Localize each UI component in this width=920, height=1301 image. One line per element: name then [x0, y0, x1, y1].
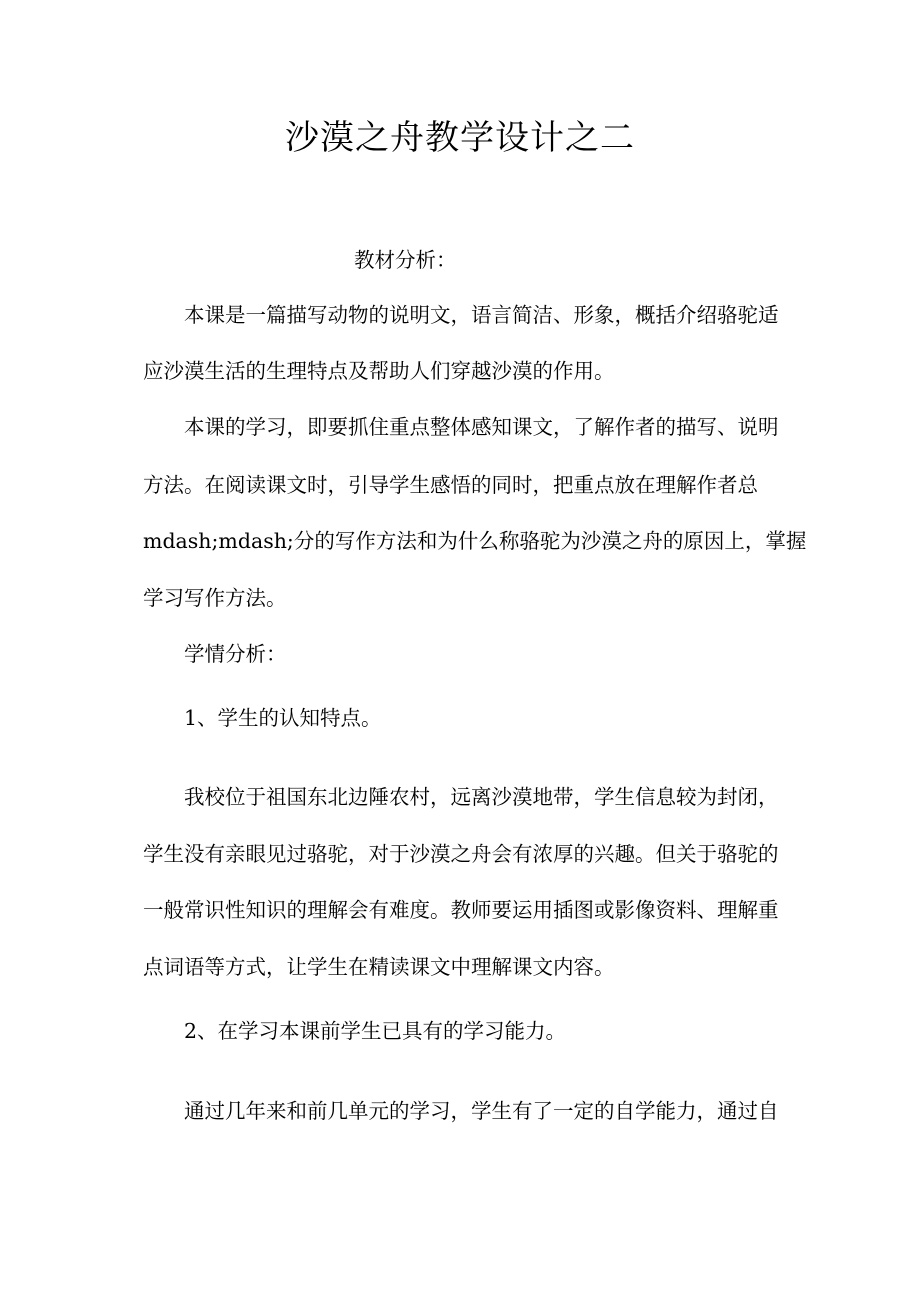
- paragraph-line: 我校位于祖国东北边陲农村，远离沙漠地带，学生信息较为封闭，: [184, 785, 779, 809]
- item-heading-learning-ability: 2、在学习本课前学生已具有的学习能力。: [184, 1019, 567, 1043]
- section-heading-learner-analysis: 学情分析：: [184, 642, 287, 666]
- paragraph-line: mdash;mdash;分的写作方法和为什么称骆驼为沙漠之舟的原因上，掌握: [143, 529, 807, 553]
- paragraph-line: 点词语等方式，让学生在精读课文中理解课文内容。: [143, 955, 615, 979]
- paragraph-line: 一般常识性知识的理解会有难度。教师要运用插图或影像资料、理解重: [143, 898, 779, 922]
- item-heading-cognitive: 1、学生的认知特点。: [184, 706, 382, 730]
- paragraph-line: 应沙漠生活的生理特点及帮助人们穿越沙漠的作用。: [143, 359, 615, 383]
- paragraph-line: 本课是一篇描写动物的说明文，语言简洁、形象，概括介绍骆驼适: [184, 303, 779, 327]
- paragraph-line: 本课的学习，即要抓住重点整体感知课文，了解作者的描写、说明: [184, 415, 779, 439]
- paragraph-line: 方法。在阅读课文时，引导学生感悟的同时，把重点放在理解作者总: [143, 473, 758, 497]
- paragraph-line: 通过几年来和前几单元的学习，学生有了一定的自学能力，通过自: [184, 1099, 779, 1123]
- paragraph-line: 学习写作方法。: [143, 586, 287, 610]
- section-heading-material-analysis: 教材分析：: [354, 248, 457, 272]
- page-title: 沙漠之舟教学设计之二: [285, 118, 635, 158]
- paragraph-line: 学生没有亲眼见过骆驼，对于沙漠之舟会有浓厚的兴趣。但关于骆驼的: [143, 842, 779, 866]
